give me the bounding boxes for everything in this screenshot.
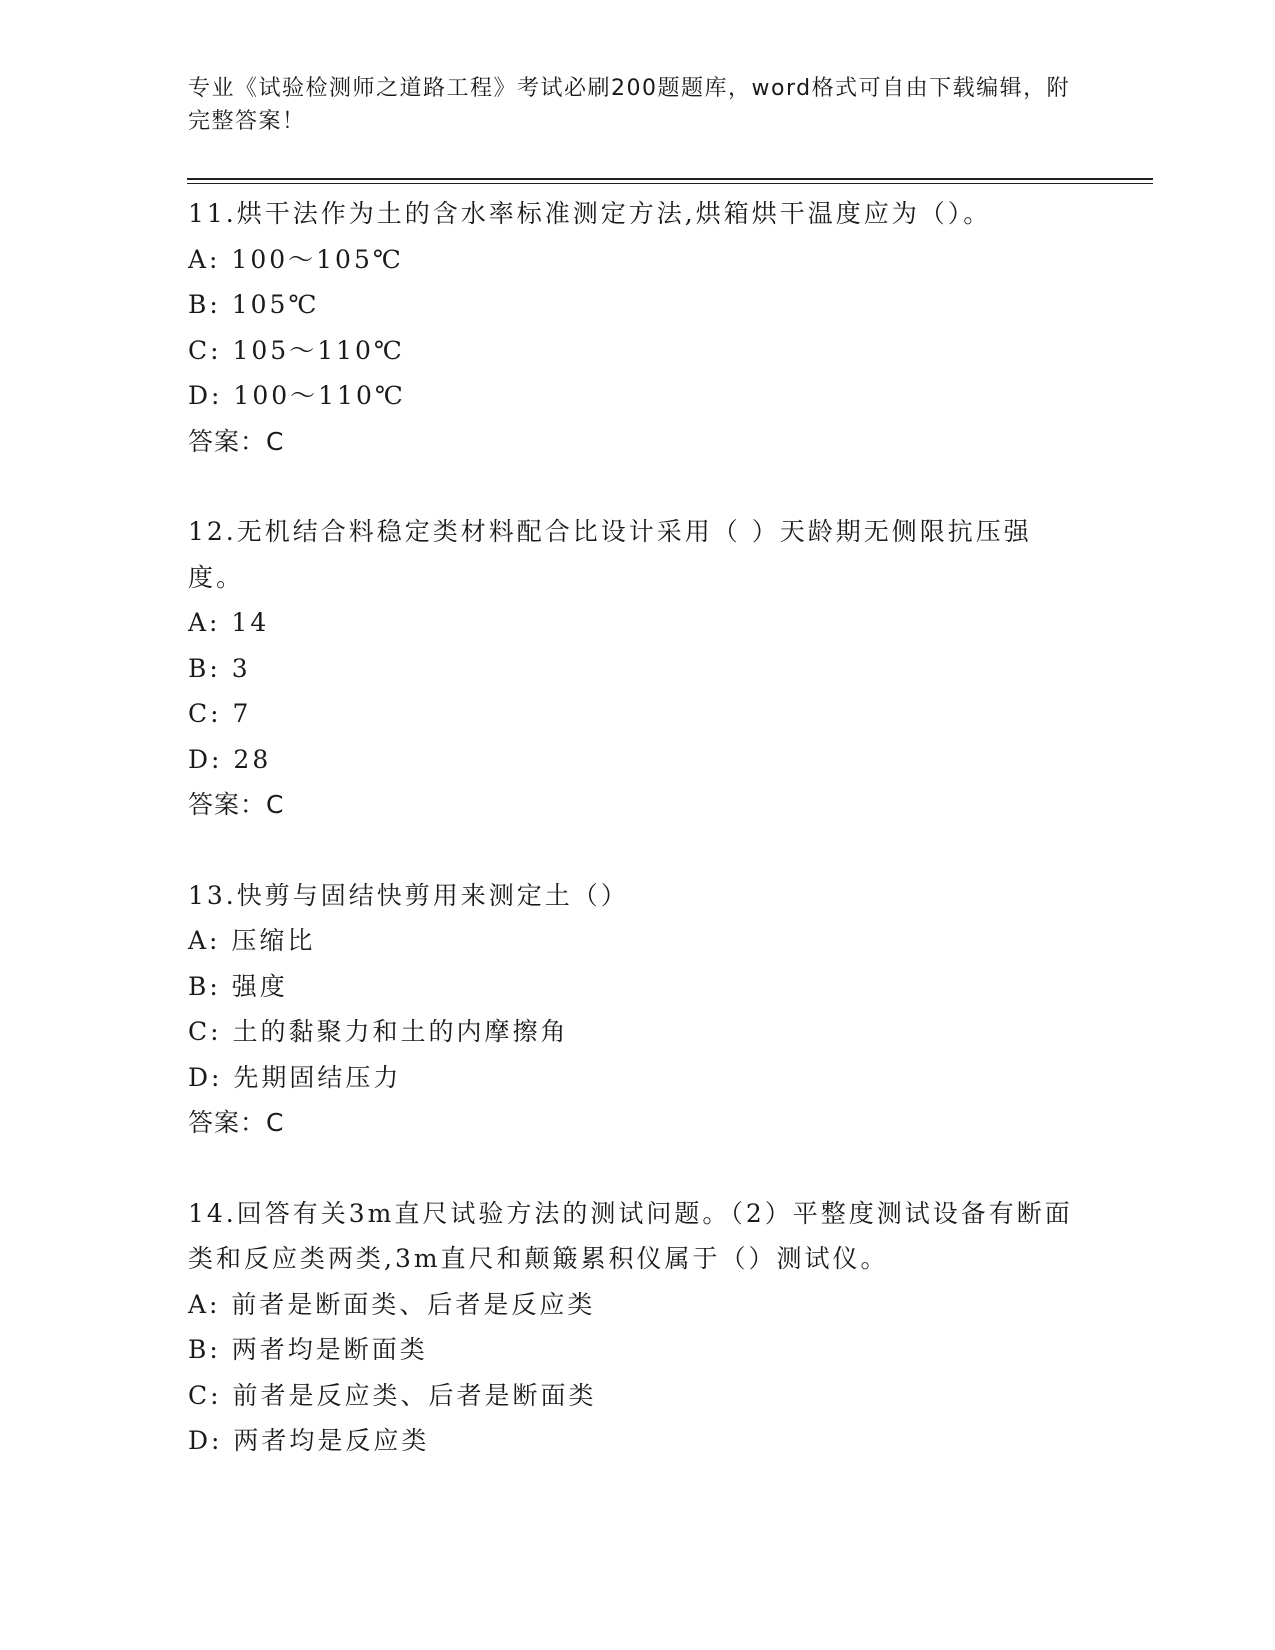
option-d: D: 两者均是反应类 — [188, 1426, 430, 1455]
option-a: A: 压缩比 — [188, 926, 316, 955]
header-divider-thick — [187, 178, 1153, 180]
option-a: A: 前者是断面类、后者是反应类 — [188, 1289, 596, 1319]
option-c: C: 105～110℃ — [188, 335, 405, 365]
option-b: B: 两者均是断面类 — [188, 1335, 428, 1364]
question-stem: 13.快剪与固结快剪用来测定土（） — [188, 880, 629, 910]
option-c: C: 土的黏聚力和土的内摩擦角 — [188, 1017, 569, 1046]
question-list — [188, 191, 1088, 1464]
option-c: C: 7 — [188, 699, 252, 728]
option-b: B: 105℃ — [188, 290, 320, 319]
question-14 — [188, 1191, 1088, 1464]
option-a: A: 100～105℃ — [188, 244, 404, 274]
option-d: D: 28 — [188, 744, 272, 774]
option-d: D: 先期固结压力 — [188, 1062, 402, 1092]
question-11 — [188, 191, 1088, 464]
question-13 — [188, 873, 1088, 1146]
answer-text: 答案：C — [188, 1108, 285, 1137]
question-stem: 11.烘干法作为土的含水率标准测定方法,烘箱烘干温度应为（）。 — [188, 199, 992, 228]
answer-text: 答案：C — [188, 426, 285, 456]
option-d: D: 100～110℃ — [188, 381, 406, 410]
option-b: B: 强度 — [188, 971, 288, 1001]
question-stem: 14.回答有关3m直尺试验方法的测试问题。（2）平整度测试设备有断面类和反应类两类,3m直尺和颠簸累积仪属于（）测试仪。 — [188, 1198, 1073, 1273]
header-divider-thin — [187, 183, 1153, 184]
option-b: B: 3 — [188, 653, 251, 683]
option-c: C: 前者是反应类、后者是断面类 — [188, 1380, 597, 1410]
answer-text: 答案：C — [188, 790, 285, 819]
question-12 — [188, 509, 1088, 828]
question-stem: 12.无机结合料稳定类材料配合比设计采用（ ）天龄期无侧限抗压强度。 — [188, 517, 1032, 592]
document-header: 专业《试验检测师之道路工程》考试必刷200题题库，word格式可自由下载编辑，附完整答案！ — [188, 76, 1071, 134]
option-a: A: 14 — [188, 608, 270, 637]
